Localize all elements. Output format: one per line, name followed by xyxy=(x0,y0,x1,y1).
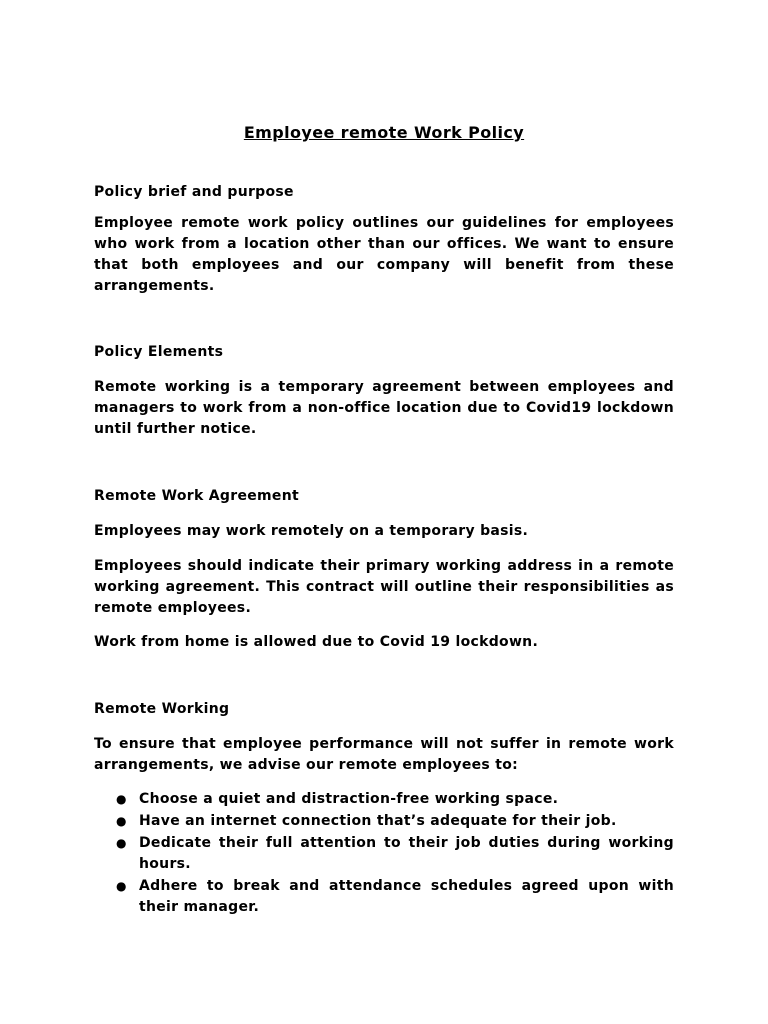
section-heading-policy-brief: Policy brief and purpose xyxy=(94,184,294,200)
bullet-icon: ● xyxy=(116,814,127,828)
list-item-text: Have an internet connection that’s adequate for their job. xyxy=(139,813,617,829)
bullet-icon: ● xyxy=(116,792,127,806)
list-item-text: Choose a quiet and distraction-free working space. xyxy=(139,791,559,807)
list-item xyxy=(116,811,674,832)
list-item-text: Adhere to break and attendance schedules agreed upon with their manager. xyxy=(139,878,674,915)
policy-brief-paragraph: Employee remote work policy outlines our guidelines for employees who work from a location other than our offices. We want to ensure that both employees and our company will benefit from these arrangements. xyxy=(94,215,674,294)
remote-working-paragraph: To ensure that employee performance will not suffer in remote work arrangements, we advise our remote employees to: xyxy=(94,736,674,773)
agreement-paragraph-1: Employees may work remotely on a temporary basis. xyxy=(94,523,529,539)
bullet-icon: ● xyxy=(116,836,127,850)
list-item xyxy=(116,876,674,918)
section-heading-policy-elements: Policy Elements xyxy=(94,344,224,360)
section-heading-remote-work-agreement: Remote Work Agreement xyxy=(94,488,299,504)
document-title: Employee remote Work Policy xyxy=(243,123,525,142)
section-heading-remote-working: Remote Working xyxy=(94,701,230,717)
agreement-paragraph-3: Work from home is allowed due to Covid 19 lockdown. xyxy=(94,634,539,650)
document-body xyxy=(94,122,674,919)
list-item xyxy=(116,789,674,810)
policy-elements-paragraph: Remote working is a temporary agreement between employees and managers to work from a non-office location due to Covid19 lockdown until further notice. xyxy=(94,379,674,437)
remote-working-bullet-list xyxy=(94,789,674,918)
list-item xyxy=(116,833,674,875)
agreement-paragraph-2: Employees should indicate their primary working address in a remote working agreement. This contract will outline their responsibilities as remote employees. xyxy=(94,558,674,616)
bullet-icon: ● xyxy=(116,879,127,893)
list-item-text: Dedicate their full attention to their job duties during working hours. xyxy=(139,835,674,872)
